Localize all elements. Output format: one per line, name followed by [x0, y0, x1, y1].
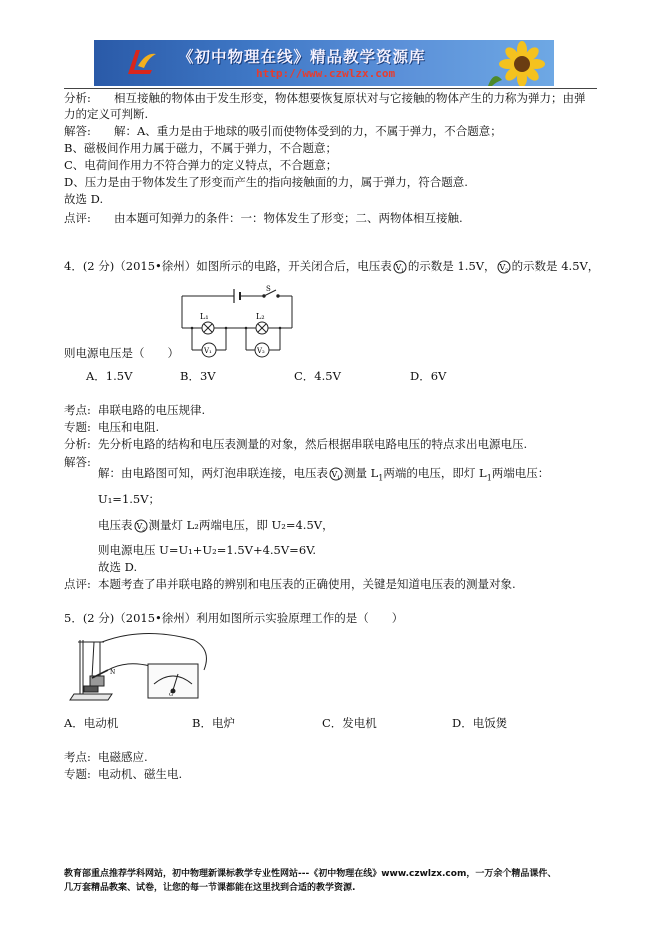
q4-zhuanti-row: [64, 420, 159, 435]
svg-text:2: 2: [141, 527, 145, 533]
svg-text:G: G: [169, 692, 173, 698]
q4-jieda-2: U₁=1.5V；: [98, 492, 161, 506]
prev-analysis-text: 相互接触的物体由于发生形变，物体想要恢复原状对与它接触的物体产生的力称为弹力；由弹: [114, 91, 586, 105]
voltmeter-v1-icon: [328, 467, 344, 481]
label-zhuanti: 专题:: [64, 420, 91, 434]
prev-comment-row: [64, 211, 463, 226]
q5-stem: 5．(2 分)（2015•徐州）利用如图所示实验原理工作的是（ ）: [64, 611, 404, 625]
circuit-switch-label: S: [266, 285, 271, 293]
q4-sub-1b: 1: [486, 473, 492, 483]
q4-jieda-1d: 两端电压：: [491, 466, 550, 480]
label-zhuanti-q5: 专题:: [64, 767, 91, 781]
q5-zhuanti-row: [64, 767, 182, 782]
q4-stem-b: 的示数是 1.5V，: [407, 259, 496, 273]
circuit-v2-label: V₂: [257, 347, 265, 355]
circuit-l2-label: L₂: [256, 312, 265, 321]
q4-option-a[interactable]: A．1.5V: [86, 369, 133, 383]
circuit-v1-label: V₁: [204, 347, 212, 355]
prev-analysis-text-2: 力的定义可判断.: [64, 107, 149, 121]
q4-jieda-label: 解答:: [64, 455, 91, 469]
q4-dianping-row: [64, 577, 516, 592]
footer-line-1: 教育部重点推荐学科网站，初中物理新课标教学专业性网站---《初中物理在线》www.czwlzx.com，一万余个精品课件、: [64, 869, 557, 879]
q4-fenxi-text: 先分析电路的结构和电压表测量的对象，然后根据串联电路电压的特点求出电源电压.: [98, 437, 528, 451]
svg-text:1: 1: [337, 475, 341, 481]
q5-kaodian-row: [64, 750, 148, 765]
q5-experiment-figure: [64, 630, 214, 710]
q4-option-d[interactable]: D．6V: [410, 369, 447, 383]
prev-answer-4: D、压力是由于物体发生了形变而产生的指向接触面的力，属于弹力，符合题意.: [64, 175, 468, 189]
footer-line-2: 几万套精品教案、试卷，让您的每一节课都能在这里找到合适的教学资源.: [64, 883, 356, 893]
voltmeter-v1-icon: [392, 260, 408, 274]
q4-circuit-diagram: [178, 282, 296, 362]
q4-zhuanti-text: 电压和电阻.: [98, 420, 160, 434]
q4-jieda-5: 故选 D.: [98, 560, 138, 574]
q5-zhuanti-text: 电动机、磁生电.: [98, 767, 183, 781]
voltmeter-v2-icon: [133, 519, 149, 533]
label-dianping: 点评:: [64, 211, 91, 225]
label-fenxi-q4: 分析:: [64, 437, 91, 451]
q4-stem-d: 则电源电压是（ ）: [64, 346, 179, 360]
q4-jieda-3: [98, 518, 334, 533]
q4-kaodian-text: 串联电路的电压规律.: [98, 403, 206, 417]
svg-text:1: 1: [400, 268, 404, 274]
q5-kaodian-text: 电磁感应.: [98, 750, 148, 764]
q5-option-c[interactable]: C．发电机: [322, 716, 377, 730]
voltmeter-v2-icon: [496, 260, 512, 274]
svg-text:N: N: [110, 669, 116, 676]
q4-jieda-1b: 测量 L: [344, 466, 379, 480]
label-jieda: 解答:: [64, 124, 91, 138]
site-logo-icon: [122, 44, 160, 82]
banner-title: 《初中物理在线》精品教学资源库: [178, 47, 426, 66]
label-dianping-q4: 点评:: [64, 577, 91, 591]
q5-option-d[interactable]: D．电饭煲: [452, 716, 508, 730]
q4-option-b[interactable]: B．3V: [180, 369, 216, 383]
q4-jieda-3b: 测量灯 L₂两端电压，即 U₂=4.5V，: [148, 518, 334, 532]
circuit-l1-label: L₁: [200, 312, 209, 321]
label-fenxi: 分析:: [64, 91, 91, 105]
q4-jieda-4: 则电源电压 U=U₁+U₂=1.5V+4.5V=6V.: [98, 543, 317, 557]
svg-text:V: V: [395, 263, 402, 272]
prev-answer-2: B、磁极间作用力属于磁力，不属于弹力，不合题意；: [64, 141, 337, 155]
svg-text:V: V: [499, 263, 505, 272]
prev-answer-1: 解：A、重力是由于地球的吸引而使物体受到的力，不属于弹力，不合题意；: [114, 124, 502, 138]
q4-stem-a: 4．(2 分)（2015•徐州）如图所示的电路，开关闭合后，电压表: [64, 259, 392, 273]
header-banner: [94, 40, 554, 86]
svg-text:V: V: [136, 522, 142, 531]
q4-sub-1a: 1: [378, 473, 384, 483]
q5-option-a[interactable]: A．电动机: [64, 716, 119, 730]
q5-option-b[interactable]: B．电炉: [192, 716, 235, 730]
q4-option-c[interactable]: C．4.5V: [294, 369, 341, 383]
q4-jieda-1a: 解：由电路图可知，两灯泡串联连接，电压表: [98, 466, 328, 480]
svg-text:2: 2: [504, 268, 508, 274]
prev-comment-text: 由本题可知弹力的条件：一：物体发生了形变；二、两物体相互接触.: [114, 211, 463, 225]
header-divider: [64, 88, 597, 89]
label-kaodian: 考点:: [64, 403, 91, 417]
prev-answer-row: [64, 124, 502, 139]
svg-text:V: V: [331, 470, 338, 479]
prev-analysis-row: [64, 91, 586, 106]
q4-stem-c: 的示数是 4.5V，: [511, 259, 600, 273]
banner-url[interactable]: http://www.czwlzx.com: [256, 67, 396, 80]
sunflower-icon: [484, 40, 554, 86]
prev-answer-5: 故选 D.: [64, 192, 104, 206]
label-kaodian-q5: 考点:: [64, 750, 91, 764]
q4-stem: [64, 259, 599, 274]
q4-jieda-3a: 电压表: [98, 518, 133, 532]
q4-dianping-text: 本题考查了串并联电路的辨别和电压表的正确使用，关键是知道电压表的测量对象.: [98, 577, 516, 591]
q4-jieda-1c: 两端的电压，即灯 L: [383, 466, 487, 480]
prev-answer-3: C、电荷间作用力不符合弹力的定义特点，不合题意；: [64, 158, 338, 172]
q4-jieda-1: [98, 466, 549, 485]
q4-fenxi-row: [64, 437, 527, 452]
q4-kaodian-row: [64, 403, 205, 418]
